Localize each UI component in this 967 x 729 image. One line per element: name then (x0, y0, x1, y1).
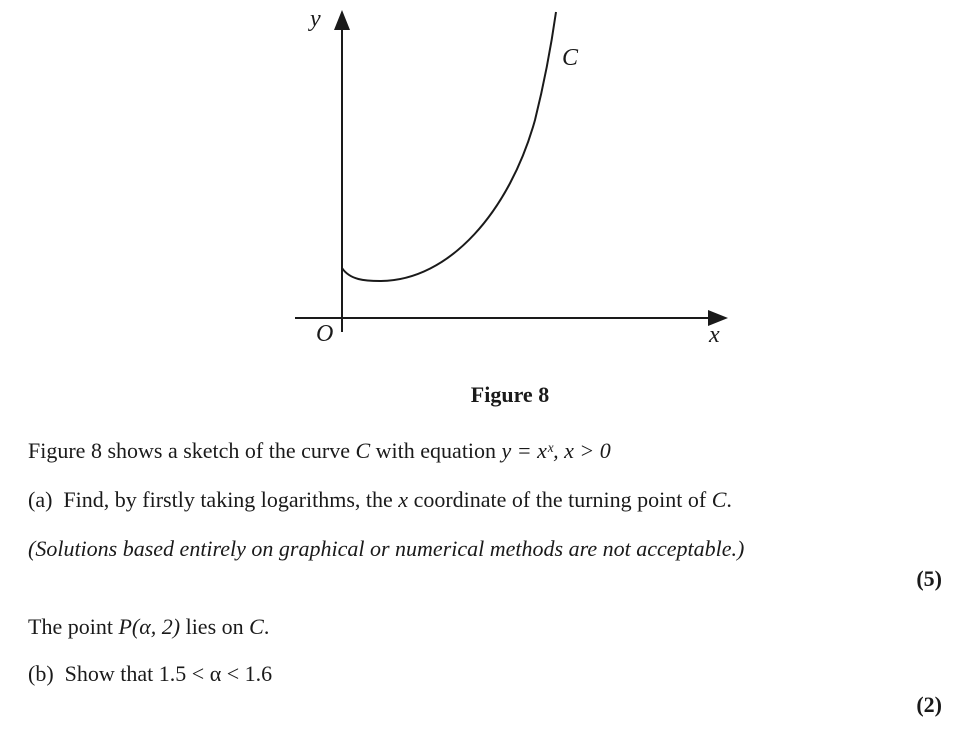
y-axis-label: y (310, 6, 321, 32)
point-text-b: lies on (180, 614, 250, 639)
part-a-note: (Solutions based entirely on graphical or numerical methods are not acceptable.) (28, 536, 745, 561)
part-b-text: Show that (64, 661, 159, 686)
intro-text-b: with equation (370, 438, 502, 463)
intro-statement (28, 438, 611, 464)
part-b-label: (b) (28, 661, 54, 686)
intro-text-a: Figure 8 shows a sketch of the curve (28, 438, 356, 463)
origin-label: O (316, 321, 334, 347)
x-axis-label: x (709, 322, 720, 348)
figure-caption: Figure 8 (470, 382, 550, 407)
part-b-question (28, 661, 272, 687)
part-a-x-var: x (398, 487, 409, 512)
curve-c (342, 12, 556, 281)
point-curve: C (249, 614, 264, 639)
y-axis-arrowhead (334, 10, 350, 30)
part-a-label: (a) (28, 487, 53, 512)
part-a-marks: (5) (916, 566, 942, 591)
part-b-marks: (2) (916, 692, 942, 717)
part-b-inequality: 1.5 < α < 1.6 (158, 661, 273, 686)
curve-label: C (562, 45, 579, 71)
point-p: P(α, 2) (118, 614, 181, 639)
intro-curve: C (355, 438, 371, 463)
part-a-question (28, 487, 732, 513)
point-period: . (263, 614, 270, 639)
part-a-curve: C (711, 487, 727, 512)
intro-equation: y = xˣ, x > 0 (501, 438, 611, 463)
part-a-text-a: Find, by firstly taking logarithms, the (63, 487, 399, 512)
point-text-a: The point (28, 614, 119, 639)
part-a-period: . (726, 487, 732, 512)
point-statement (28, 614, 269, 640)
part-a-text-b: coordinate of the turning point of (408, 487, 712, 512)
